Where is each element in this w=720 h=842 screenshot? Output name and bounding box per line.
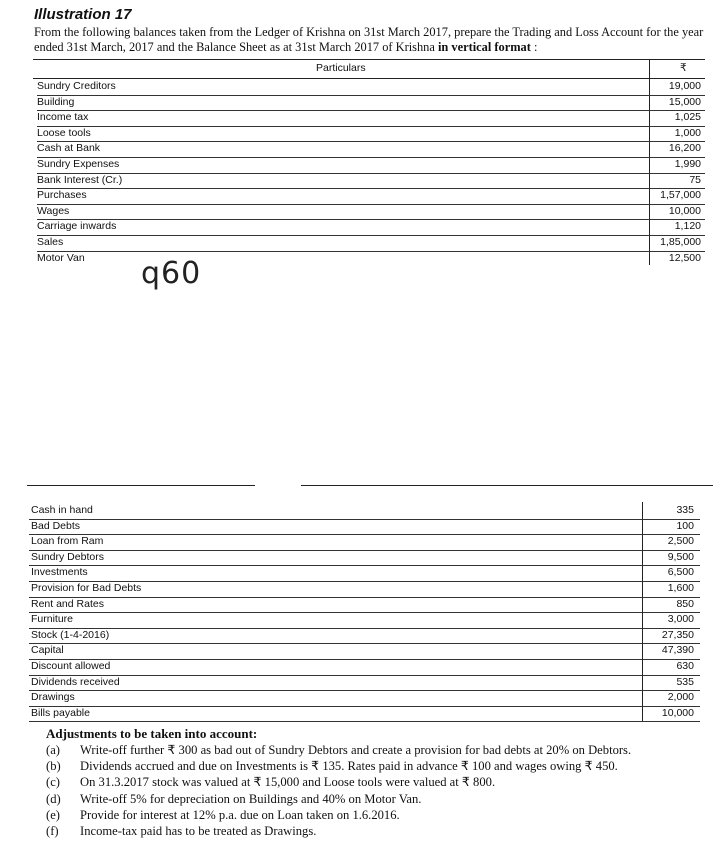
- row-label: Rent and Rates: [31, 597, 104, 610]
- illustration-title: Illustration 17: [34, 6, 132, 23]
- adjustment-marker: (f): [46, 824, 59, 838]
- row-label: Sundry Debtors: [31, 550, 104, 563]
- row-amount: 1,57,000: [660, 189, 701, 202]
- intro-bold-text: in vertical format: [437, 40, 531, 54]
- row-amount: 47,390: [661, 644, 694, 657]
- row-amount: 6,500: [667, 566, 694, 579]
- table-row: [37, 173, 705, 190]
- table-row: [29, 659, 700, 676]
- table-row: [37, 251, 705, 267]
- separator-left: [27, 485, 255, 486]
- row-amount: 1,85,000: [660, 236, 701, 248]
- intro-text: From the following balances taken from the Ledger of Krishna on 31st March 2017, prepare the Trading and Loss Account for the year ended 31st March, 2017 and the Balance Sheet as at 31st March 2017 of Krishna: [34, 25, 704, 54]
- row-label: Sundry Expenses: [37, 158, 120, 170]
- table-row: [29, 612, 700, 629]
- row-label: Loose tools: [37, 126, 91, 139]
- row-amount: 3,000: [667, 613, 694, 626]
- table-top-border: [33, 59, 705, 60]
- table-row: [37, 188, 705, 205]
- row-amount: 1,025: [674, 111, 701, 124]
- row-amount: 850: [676, 597, 694, 610]
- adjustment-text: Dividends accrued and due on Investments is ₹ 135. Rates paid in advance ₹ 100 and wages owing ₹ 450.: [80, 759, 618, 774]
- table-row: [37, 79, 705, 96]
- table-row: [29, 597, 700, 614]
- row-amount: 75: [689, 173, 701, 186]
- adjustment-item: [46, 808, 716, 823]
- row-amount: 27,350: [661, 628, 694, 641]
- table-row: [29, 534, 700, 551]
- table-row: [29, 503, 700, 520]
- adjustment-text: Write-off further ₹ 300 as bad out of Sundry Debtors and create a provision for bad debts at 20% on Debtors.: [80, 743, 632, 757]
- table-row: [37, 157, 705, 174]
- row-amount: 630: [676, 660, 694, 672]
- table-row: [29, 690, 700, 707]
- row-label: Provision for Bad Debts: [31, 582, 142, 594]
- table-row: [29, 643, 700, 660]
- table-row: [37, 235, 705, 252]
- row-label: Income tax: [37, 111, 89, 124]
- row-label: Wages: [37, 204, 70, 217]
- header-particulars: Particulars: [316, 62, 366, 74]
- table-row: [29, 565, 700, 582]
- row-amount: 535: [676, 675, 694, 688]
- adjustment-item: [46, 759, 716, 774]
- adjustments-heading: Adjustments to be taken into account:: [46, 726, 258, 741]
- row-amount: 19,000: [668, 80, 701, 92]
- adjustment-text: Write-off 5% for depreciation on Buildings and 40% on Motor Van.: [80, 791, 422, 806]
- table-row: [29, 519, 700, 536]
- adjustment-text: Income-tax paid has to be treated as Drawings.: [80, 824, 317, 838]
- adjustment-item: [46, 824, 716, 839]
- adjustment-marker: (b): [46, 759, 61, 774]
- row-amount: 15,000: [668, 95, 701, 108]
- row-amount: 2,500: [667, 535, 694, 548]
- row-amount: 335: [676, 504, 694, 516]
- row-label: Bills payable: [31, 706, 90, 719]
- handwritten-annotation: q60: [141, 256, 202, 291]
- row-label: Motor Van: [37, 251, 85, 264]
- row-label: Investments: [31, 566, 88, 579]
- adjustment-marker: (e): [46, 807, 60, 822]
- row-label: Cash at Bank: [37, 142, 101, 155]
- row-label: Sales: [37, 236, 64, 248]
- table-row: [37, 110, 705, 127]
- table-row: [29, 628, 700, 645]
- row-label: Building: [37, 95, 75, 108]
- row-label: Drawings: [31, 691, 75, 704]
- row-label: Furniture: [31, 613, 74, 626]
- adjustment-marker: (d): [46, 791, 61, 806]
- separator-right: [301, 485, 713, 486]
- table-row: [37, 95, 705, 112]
- intro-end: :: [530, 40, 538, 54]
- row-amount: 16,200: [668, 142, 701, 155]
- table-row: [29, 581, 700, 598]
- adjustment-text: On 31.3.2017 stock was valued at ₹ 15,000 and Loose tools were valued at ₹ 800.: [80, 775, 496, 790]
- row-label: Discount allowed: [31, 660, 111, 672]
- row-label: Dividends received: [31, 675, 120, 688]
- row-label: Cash in hand: [31, 504, 93, 516]
- table-row: [29, 550, 700, 567]
- row-amount: 2,000: [667, 691, 694, 704]
- table-row: [37, 141, 705, 158]
- row-amount: 1,990: [674, 158, 701, 170]
- row-amount: 12,500: [668, 251, 701, 264]
- row-amount: 1,120: [674, 220, 701, 233]
- adjustment-marker: (a): [46, 743, 60, 757]
- table-row: [37, 126, 705, 143]
- row-label: Carriage inwards: [37, 220, 117, 233]
- row-label: Stock (1-4-2016): [31, 628, 110, 641]
- row-label: Bad Debts: [31, 519, 81, 532]
- table-row: [37, 219, 705, 236]
- table-row: [29, 675, 700, 692]
- row-amount: 10,000: [668, 204, 701, 217]
- row-amount: 100: [676, 519, 694, 532]
- illustration-intro: [34, 25, 714, 55]
- row-amount: 9,500: [667, 550, 694, 563]
- row-amount: 1,600: [667, 582, 694, 594]
- row-label: Sundry Creditors: [37, 80, 116, 92]
- adjustment-item: [46, 775, 716, 790]
- row-label: Capital: [31, 644, 64, 657]
- header-amount: ₹: [680, 62, 687, 74]
- table-row: [29, 706, 700, 723]
- row-amount: 1,000: [674, 126, 701, 139]
- row-amount: 10,000: [661, 706, 694, 719]
- row-label: Loan from Ram: [31, 535, 104, 548]
- table-row: [37, 204, 705, 221]
- row-label: Bank Interest (Cr.): [37, 173, 123, 186]
- adjustment-marker: (c): [46, 775, 60, 790]
- adjustment-item: [46, 792, 716, 807]
- adjustment-item: [46, 743, 716, 758]
- row-label: Purchases: [37, 189, 87, 202]
- adjustment-text: Provide for interest at 12% p.a. due on Loan taken on 1.6.2016.: [80, 807, 400, 822]
